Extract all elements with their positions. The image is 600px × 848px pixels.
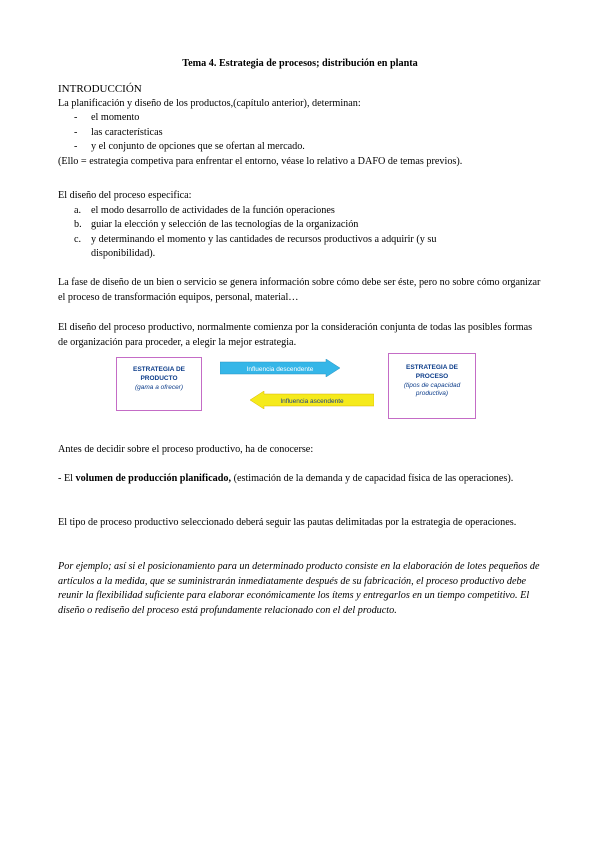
example-text: Por ejemplo; así si el posicionamiento para un determinado producto consiste en la elaboración de lotes pequeños de artículos a la medida, que se suministrarán inmediatamente después de su fabricación, el proceso productivo debe reunir la flexibilidad suficiente para elaborar económicamente los ítems y entregarlos en un tiempo competitivo. El diseño o rediseño del proceso está profundamente relacionado con el del producto.	[58, 561, 540, 616]
list-item	[58, 233, 543, 262]
list-item: - las características	[58, 126, 543, 141]
list-item	[58, 218, 543, 233]
list-marker: a.	[74, 204, 82, 216]
process-strategy-box	[388, 353, 476, 419]
process-text: El diseño del proceso productivo, normalmente comienza por la consideración conjunta de todas las posibles formas de organización para proceder, a elegir la mejor estrategia.	[58, 322, 533, 348]
intro-heading: INTRODUCCIÓN	[58, 83, 142, 95]
downward-influence-label: Influencia descendente	[246, 366, 314, 373]
intro-list	[58, 111, 543, 155]
before-text: Antes de decidir sobre el proceso productivo, ha de conocerse:	[58, 444, 314, 455]
list-item: - y el conjunto de opciones que se ofertan al mercado.	[58, 140, 543, 155]
list-marker: b.	[74, 219, 82, 231]
product-strategy-subtitle: (gama a ofrecer)	[134, 383, 184, 391]
type-paragraph	[58, 516, 543, 531]
volume-rest: (estimación de la demanda y de capacidad física de las operaciones).	[231, 473, 514, 484]
before-paragraph	[58, 443, 543, 458]
strategy-diagram	[116, 353, 576, 421]
example-paragraph	[58, 560, 543, 618]
list-marker: c.	[74, 233, 82, 245]
phase-paragraph	[58, 276, 543, 305]
upward-influence-label: Influencia ascendente	[280, 398, 344, 405]
volume-prefix: - El	[58, 473, 76, 484]
volume-text	[58, 472, 543, 487]
list-text: el modo desarrollo de actividades de la función operaciones	[91, 204, 335, 216]
list-item: - el momento	[58, 111, 543, 126]
document-title: Tema 4. Estrategia de procesos; distribución en planta	[182, 58, 418, 69]
list-text: y determinando el momento y las cantidades de recursos productivos a adquirir (y su disponibilidad).	[91, 233, 437, 260]
product-strategy-box	[116, 357, 202, 411]
design-heading: El diseño del proceso especifica:	[58, 190, 192, 201]
downward-influence-arrow	[220, 359, 340, 377]
design-list	[58, 204, 543, 262]
intro-note: (Ello = estrategia competiva para enfrentar el entorno, véase lo relativo a DAFO de temas previos).	[58, 155, 463, 167]
product-strategy-title: ESTRATEGIA DE PRODUCTO	[132, 366, 185, 382]
upward-influence-arrow	[250, 391, 374, 409]
process-paragraph	[58, 321, 543, 350]
intro-section	[58, 82, 543, 170]
process-strategy-subtitle: (tipos de capacidad productiva)	[403, 381, 461, 398]
intro-text: La planificación y diseño de los productos,(capítulo anterior), determinan:	[58, 97, 361, 109]
type-text: El tipo de proceso productivo seleccionado deberá seguir las pautas delimitadas por la estrategia de operaciones.	[58, 517, 517, 528]
volume-bold: volumen de producción planificado,	[75, 473, 232, 484]
list-text: guiar la elección y selección de las tecnologías de la organización	[91, 219, 359, 231]
phase-text: La fase de diseño de un bien o servicio se genera información sobre cómo debe ser éste, pero no sobre cómo organizar el proceso de transformación equipos, personal, material…	[58, 277, 541, 303]
design-section	[58, 189, 543, 262]
process-strategy-title: ESTRATEGIA DE PROCESO	[405, 364, 458, 380]
list-item	[58, 204, 543, 219]
volume-paragraph	[58, 472, 543, 487]
